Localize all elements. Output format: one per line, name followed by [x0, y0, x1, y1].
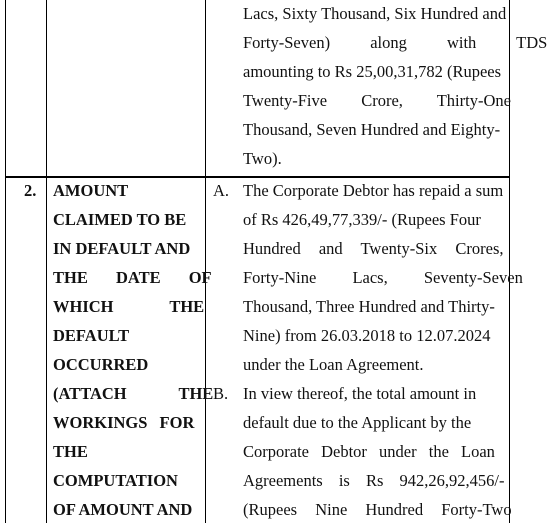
- heading-line: WORKINGS FOR: [53, 413, 195, 432]
- heading-line: (ATTACH THE: [53, 384, 214, 403]
- item-b-line: In view thereof, the total amount in: [243, 384, 477, 403]
- heading-line: WHICH THE: [53, 297, 205, 316]
- item-a-line: Thousand, Three Hundred and Thirty-: [243, 297, 495, 316]
- heading-line: COMPUTATION: [53, 471, 178, 490]
- item-a-line: Hundred and Twenty-Six Crores,: [243, 239, 504, 258]
- item-a-line: of Rs 426,49,77,339/- (Rupees Four: [243, 210, 481, 229]
- row1-line: Twenty-Five Crore, Thirty-One: [243, 91, 511, 110]
- row-separator: [5, 176, 510, 178]
- item-a-line: Nine) from 26.03.2018 to 12.07.2024: [243, 326, 491, 345]
- item-b-line: Agreements is Rs 942,26,92,456/-: [243, 471, 505, 490]
- item-a-line: Forty-Nine Lacs, Seventy-Seven: [243, 268, 523, 287]
- row2-serial-number: 2.: [24, 181, 37, 200]
- item-b-line: (Rupees Nine Hundred Forty-Two: [243, 500, 512, 519]
- item-b-marker: B.: [213, 384, 229, 403]
- table-right-border: [509, 0, 510, 523]
- heading-line: OCCURRED: [53, 355, 149, 374]
- item-a-line: under the Loan Agreement.: [243, 355, 424, 374]
- row1-line: Two).: [243, 149, 282, 168]
- item-b-line: default due to the Applicant by the: [243, 413, 472, 432]
- item-a-marker: A.: [213, 181, 230, 200]
- heading-line: AMOUNT: [53, 181, 129, 200]
- heading-line: CLAIMED TO BE: [53, 210, 187, 229]
- table-left-border: [5, 0, 6, 523]
- row1-line: Thousand, Seven Hundred and Eighty-: [243, 120, 501, 139]
- heading-line: OF AMOUNT AND: [53, 500, 193, 519]
- row1-line: amounting to Rs 25,00,31,782 (Rupees: [243, 62, 502, 81]
- heading-line: IN DEFAULT AND: [53, 239, 191, 258]
- item-a-line: The Corporate Debtor has repaid a sum: [243, 181, 504, 200]
- serial-column-border: [46, 0, 47, 523]
- row1-line: [243, 33, 547, 53]
- row1-line: Lacs, Sixty Thousand, Six Hundred and: [243, 4, 507, 23]
- item-b-line: Corporate Debtor under the Loan: [243, 442, 495, 461]
- heading-column-border: [205, 0, 206, 523]
- heading-line: THE: [53, 442, 88, 461]
- heading-line: DEFAULT: [53, 326, 130, 345]
- heading-line: THE DATE OF: [53, 268, 212, 287]
- row1-line-text: Forty-Seven) along with TDS: [243, 33, 547, 52]
